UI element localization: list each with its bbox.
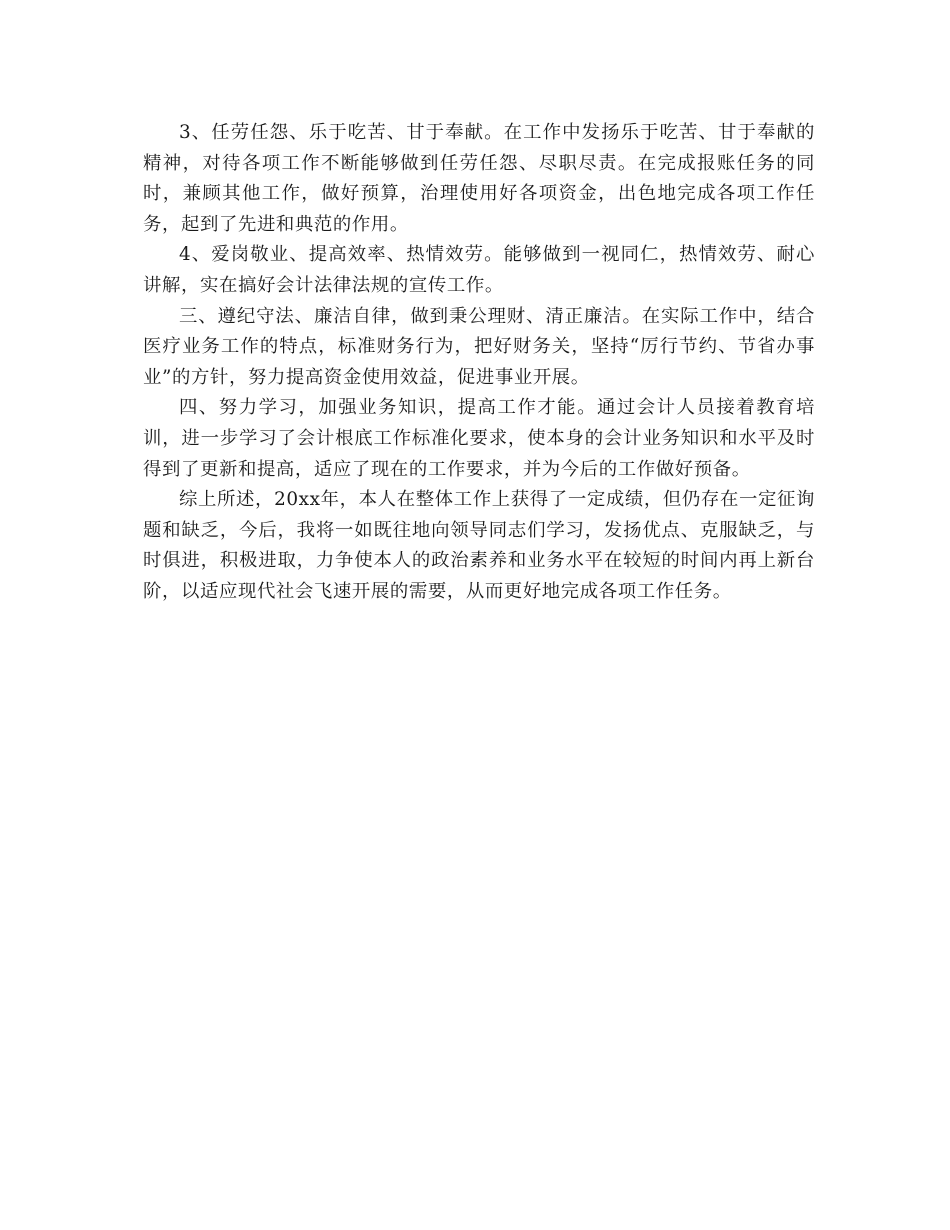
document-body	[143, 118, 815, 608]
paragraph-item-3: 3、任劳任怨、乐于吃苦、甘于奉献。在工作中发扬乐于吃苦、甘于奉献的精神，对待各项工作不断能够做到任劳任怨、尽职尽责。在完成报账任务的同时，兼顾其他工作，做好预算，治理使用好各项资金，出色地完成各项工作任务，起到了先进和典范的作用。	[143, 122, 815, 235]
paragraph-summary: 综上所述，20xx年，本人在整体工作上获得了一定成绩，但仍存在一定征询题和缺乏，今后，我将一如既往地向领导同志们学习，发扬优点、克服缺乏，与时俱进，积极进取，力争使本人的政治素养和业务水平在较短的时间内再上新台阶，以适应现代社会飞速开展的需要，从而更好地完成各项工作任务。	[143, 489, 815, 602]
paragraph-item-4: 4、爱岗敬业、提高效率、热情效劳。能够做到一视同仁，热情效劳、耐心讲解，实在搞好会计法律法规的宣传工作。	[143, 244, 815, 296]
paragraph-section-4: 四、努力学习，加强业务知识，提高工作才能。通过会计人员接着教育培训，进一步学习了会计根底工作标准化要求，使本身的会计业务知识和水平及时得到了更新和提高，适应了现在的工作要求，并为今后的工作做好预备。	[143, 397, 815, 480]
paragraph-section-3: 三、遵纪守法、廉洁自律，做到秉公理财、清正廉洁。在实际工作中，结合医疗业务工作的特点，标准财务行为，把好财务关，坚持“厉行节约、节省办事业”的方针，努力提高资金使用效益，促进事业开展。	[143, 305, 815, 388]
